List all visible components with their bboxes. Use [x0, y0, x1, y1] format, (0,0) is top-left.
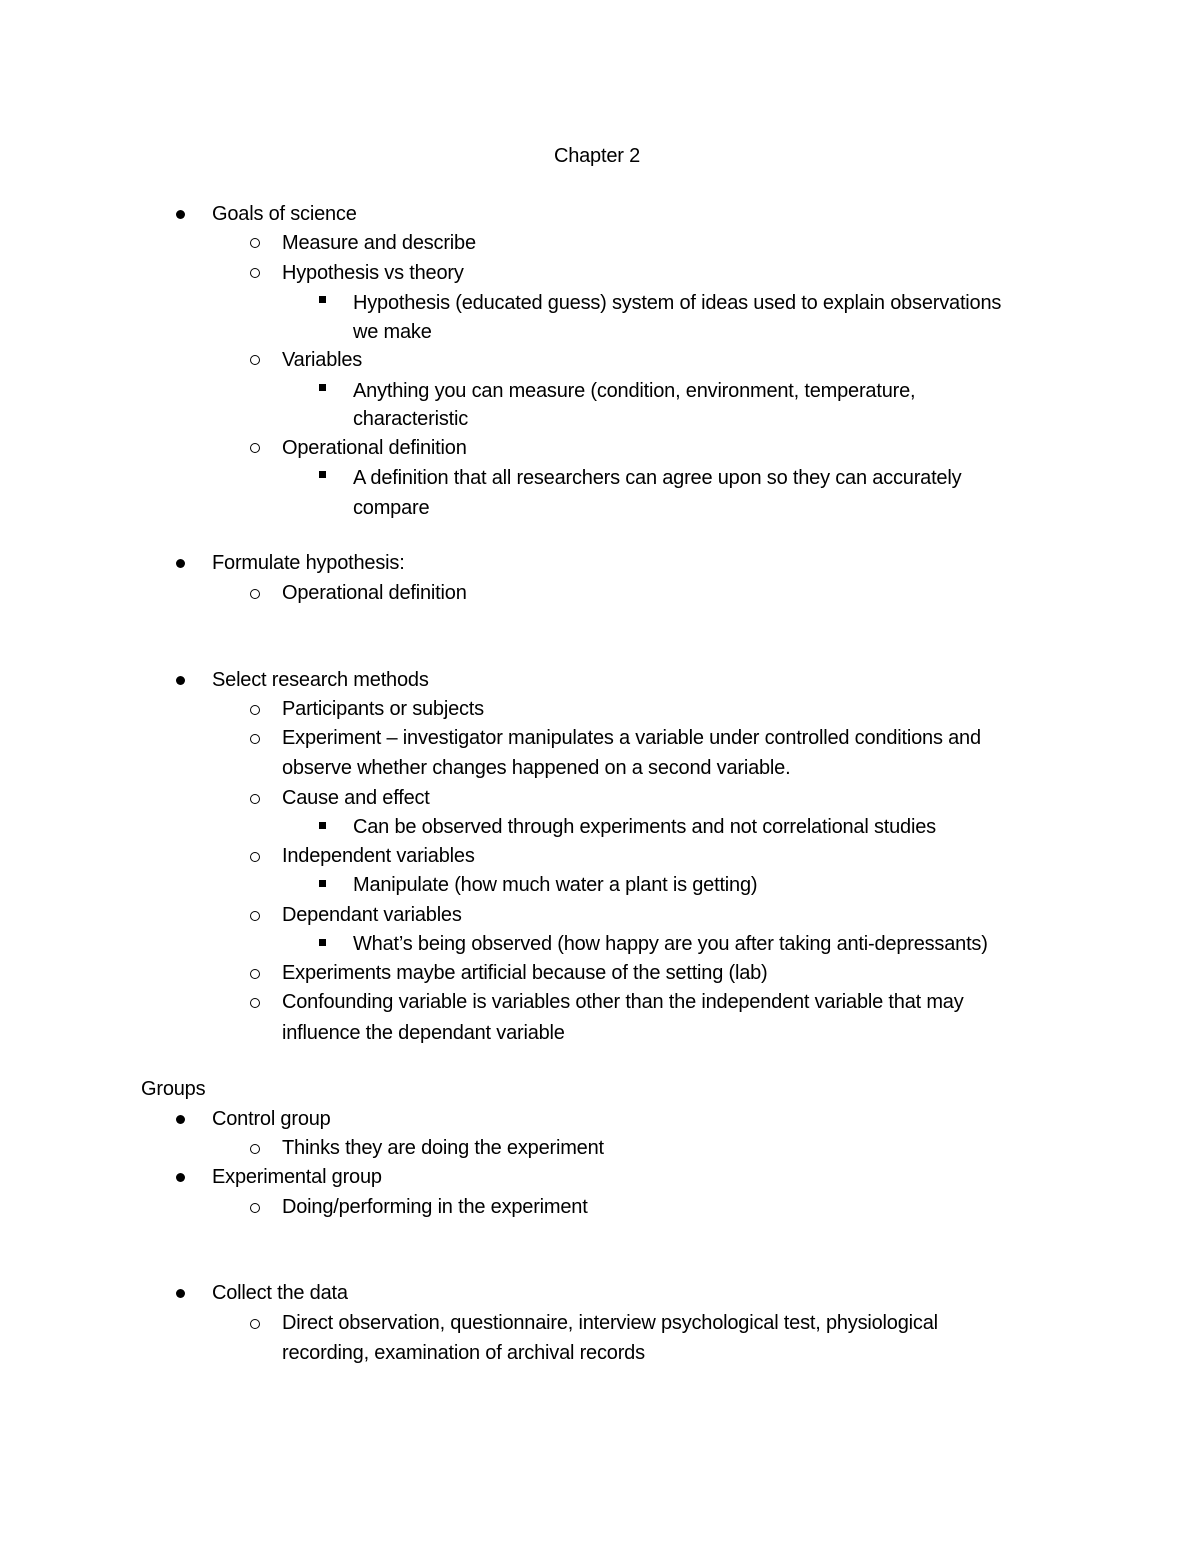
list-item-detail-continued: we make — [353, 321, 432, 343]
list-item-detail: Can be observed through experiments and not correlational studies — [353, 816, 936, 838]
list-item-detail: What’s being observed (how happy are you after taking anti-depressants) — [353, 933, 988, 955]
circle-bullet-icon — [250, 238, 260, 248]
list-item-continued: influence the dependant variable — [282, 1022, 565, 1044]
circle-bullet-icon — [250, 1319, 260, 1329]
list-item-heading: Collect the data — [212, 1282, 348, 1304]
circle-bullet-icon — [250, 794, 260, 804]
page-title: Chapter 2 — [553, 145, 641, 167]
bullet-icon — [176, 1173, 185, 1182]
list-item-heading: Select research methods — [212, 669, 429, 691]
square-bullet-icon — [319, 822, 326, 829]
list-item: Measure and describe — [282, 232, 476, 254]
list-item: Operational definition — [282, 437, 467, 459]
circle-bullet-icon — [250, 705, 260, 715]
list-item: Confounding variable is variables other than the independent variable that may — [282, 991, 964, 1013]
bullet-icon — [176, 559, 185, 568]
bullet-icon — [176, 1289, 185, 1298]
section-label: Groups — [141, 1078, 206, 1100]
list-item: Independent variables — [282, 845, 475, 867]
list-item-heading: Goals of science — [212, 203, 357, 225]
bullet-icon — [176, 1115, 185, 1124]
circle-bullet-icon — [250, 1144, 260, 1154]
square-bullet-icon — [319, 471, 326, 478]
list-item: Dependant variables — [282, 904, 462, 926]
list-item-heading: Control group — [212, 1108, 331, 1130]
square-bullet-icon — [319, 939, 326, 946]
circle-bullet-icon — [250, 268, 260, 278]
list-item-detail-continued: characteristic — [353, 408, 469, 430]
list-item: Direct observation, questionnaire, interview psychological test, physiological — [282, 1312, 938, 1334]
bullet-icon — [176, 210, 185, 219]
square-bullet-icon — [319, 880, 326, 887]
list-item-detail: Hypothesis (educated guess) system of ideas used to explain observations — [353, 292, 1002, 314]
list-item: Experiments maybe artificial because of the setting (lab) — [282, 962, 768, 984]
list-item-continued: recording, examination of archival records — [282, 1342, 645, 1364]
circle-bullet-icon — [250, 852, 260, 862]
list-item-detail: A definition that all researchers can agree upon so they can accurately — [353, 467, 962, 489]
list-item: Cause and effect — [282, 787, 430, 809]
circle-bullet-icon — [250, 911, 260, 921]
list-item-continued: observe whether changes happened on a second variable. — [282, 757, 791, 779]
bullet-icon — [176, 676, 185, 685]
circle-bullet-icon — [250, 443, 260, 453]
list-item-heading: Formulate hypothesis: — [212, 552, 405, 574]
circle-bullet-icon — [250, 734, 260, 744]
circle-bullet-icon — [250, 969, 260, 979]
square-bullet-icon — [319, 384, 326, 391]
list-item: Doing/performing in the experiment — [282, 1196, 588, 1218]
list-item: Operational definition — [282, 582, 467, 604]
list-item-detail: Anything you can measure (condition, environment, temperature, — [353, 380, 916, 402]
square-bullet-icon — [319, 296, 326, 303]
list-item: Experiment – investigator manipulates a variable under controlled conditions and — [282, 727, 981, 749]
list-item: Variables — [282, 349, 363, 371]
list-item-detail-continued: compare — [353, 497, 430, 519]
list-item-detail: Manipulate (how much water a plant is getting) — [353, 874, 758, 896]
circle-bullet-icon — [250, 355, 260, 365]
list-item-heading: Experimental group — [212, 1166, 382, 1188]
circle-bullet-icon — [250, 1203, 260, 1213]
list-item: Thinks they are doing the experiment — [282, 1137, 604, 1159]
list-item: Participants or subjects — [282, 698, 484, 720]
circle-bullet-icon — [250, 589, 260, 599]
circle-bullet-icon — [250, 998, 260, 1008]
list-item: Hypothesis vs theory — [282, 262, 464, 284]
